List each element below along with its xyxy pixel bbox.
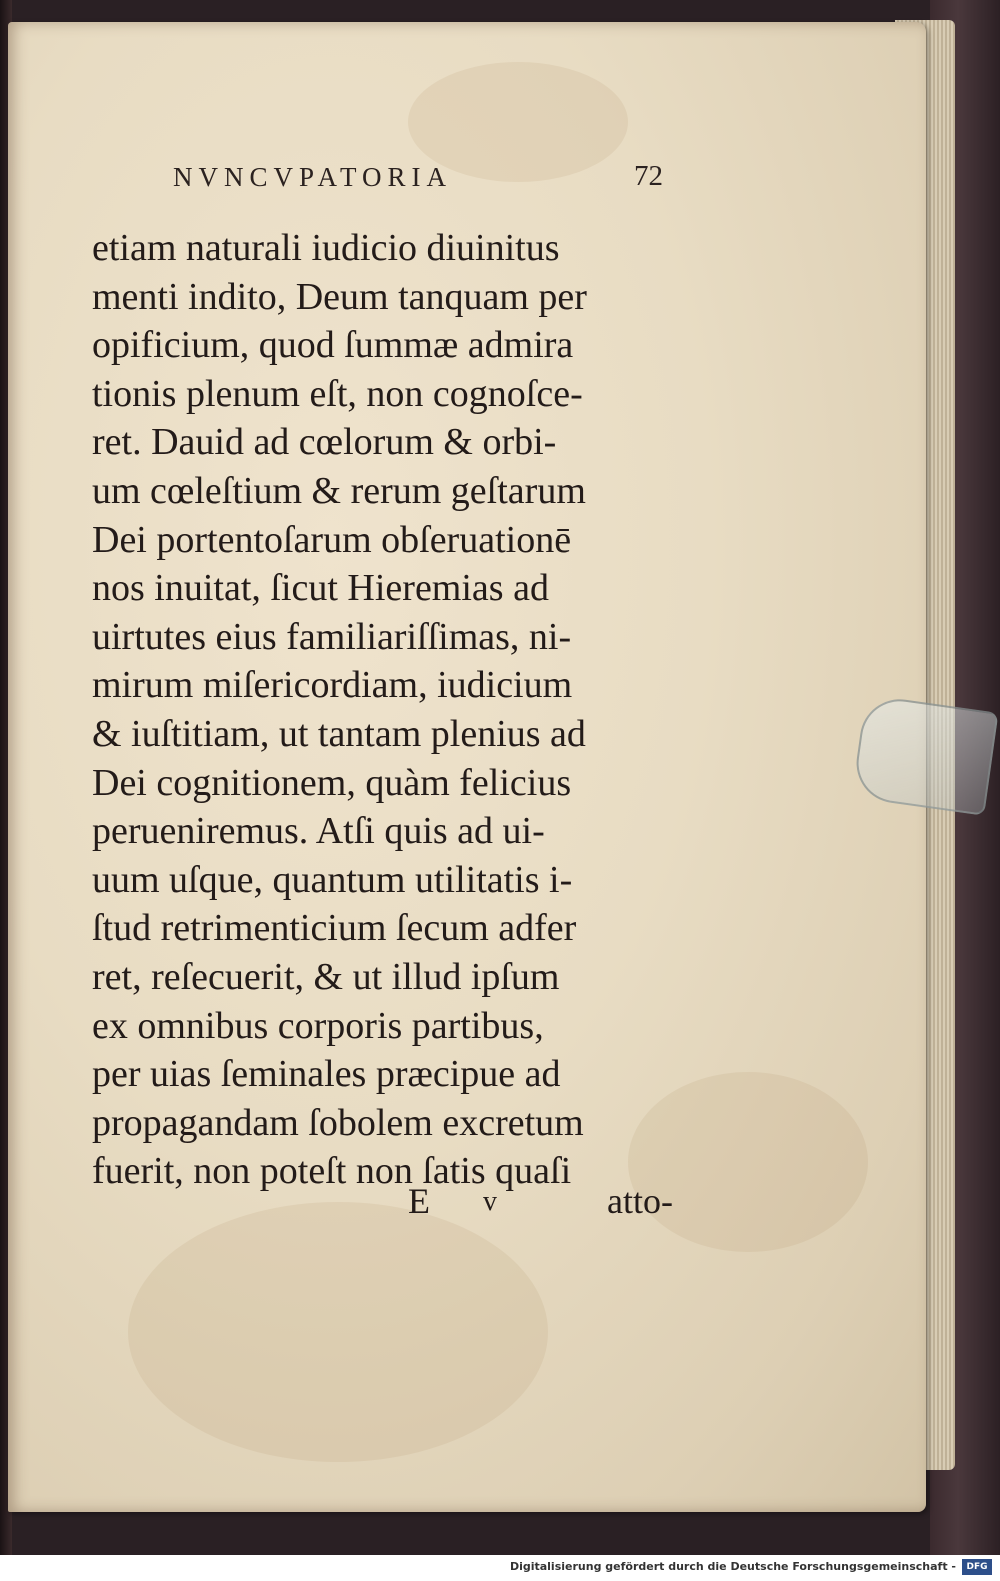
text-line: um cœleſtium & rerum geſtarum — [92, 469, 586, 512]
text-line: opificium, quod ſummæ admira — [92, 324, 574, 367]
text-line: ret. Dauid ad cœlorum & orbi- — [92, 421, 557, 464]
text-line: tionis plenum eſt, non cognoſce- — [92, 372, 583, 415]
text-line: ex omnibus corporis partibus, — [92, 1004, 544, 1047]
page-number: 72 — [634, 160, 663, 192]
funding-credit: Digitalisierung gefördert durch die Deutsche Forschungsgemeinschaft - — [509, 1560, 956, 1573]
book-page — [8, 22, 926, 1512]
text-line: fuerit, non poteſt non ſatis quaſi — [92, 1150, 572, 1193]
catchword: atto- — [607, 1181, 673, 1221]
text-line: & iuſtitiam, ut tantam plenius ad — [92, 712, 586, 755]
text-line: Dei cognitionem, quàm felicius — [92, 761, 572, 804]
text-line: Dei portentoſarum obſeruationē — [92, 518, 572, 561]
signature-mark: E — [408, 1181, 430, 1221]
text-line: uum uſque, quantum utilitatis i- — [92, 858, 573, 901]
running-title: NVNCVPATORIA — [173, 162, 453, 192]
text-line: per uias ſeminales præcipue ad — [92, 1053, 561, 1096]
footer-bar — [0, 1555, 1000, 1581]
signature-number: v — [483, 1186, 497, 1217]
text-line: nos inuitat, ſicut Hieremias ad — [92, 567, 549, 610]
text-line: uirtutes eius familiariſſimas, ni- — [92, 615, 572, 658]
text-line: propagandam ſobolem excretum — [92, 1101, 584, 1144]
text-line: mirum miſericordiam, iudicium — [92, 664, 573, 707]
water-stain — [128, 1202, 548, 1462]
page-header — [173, 162, 663, 202]
body-text — [92, 224, 682, 1196]
catchline — [408, 1180, 673, 1220]
dfg-logo-icon: DFG — [962, 1559, 992, 1575]
text-line: perueniremus. Atſi quis ad ui- — [92, 810, 545, 853]
text-line: ret, reſecuerit, & ut illud ipſum — [92, 955, 560, 998]
text-line: ſtud retrimenticium ſecum adfer — [92, 907, 577, 950]
text-line: menti indito, Deum tanquam per — [92, 275, 587, 318]
text-line: etiam naturali iudicio diuinitus — [92, 227, 560, 269]
